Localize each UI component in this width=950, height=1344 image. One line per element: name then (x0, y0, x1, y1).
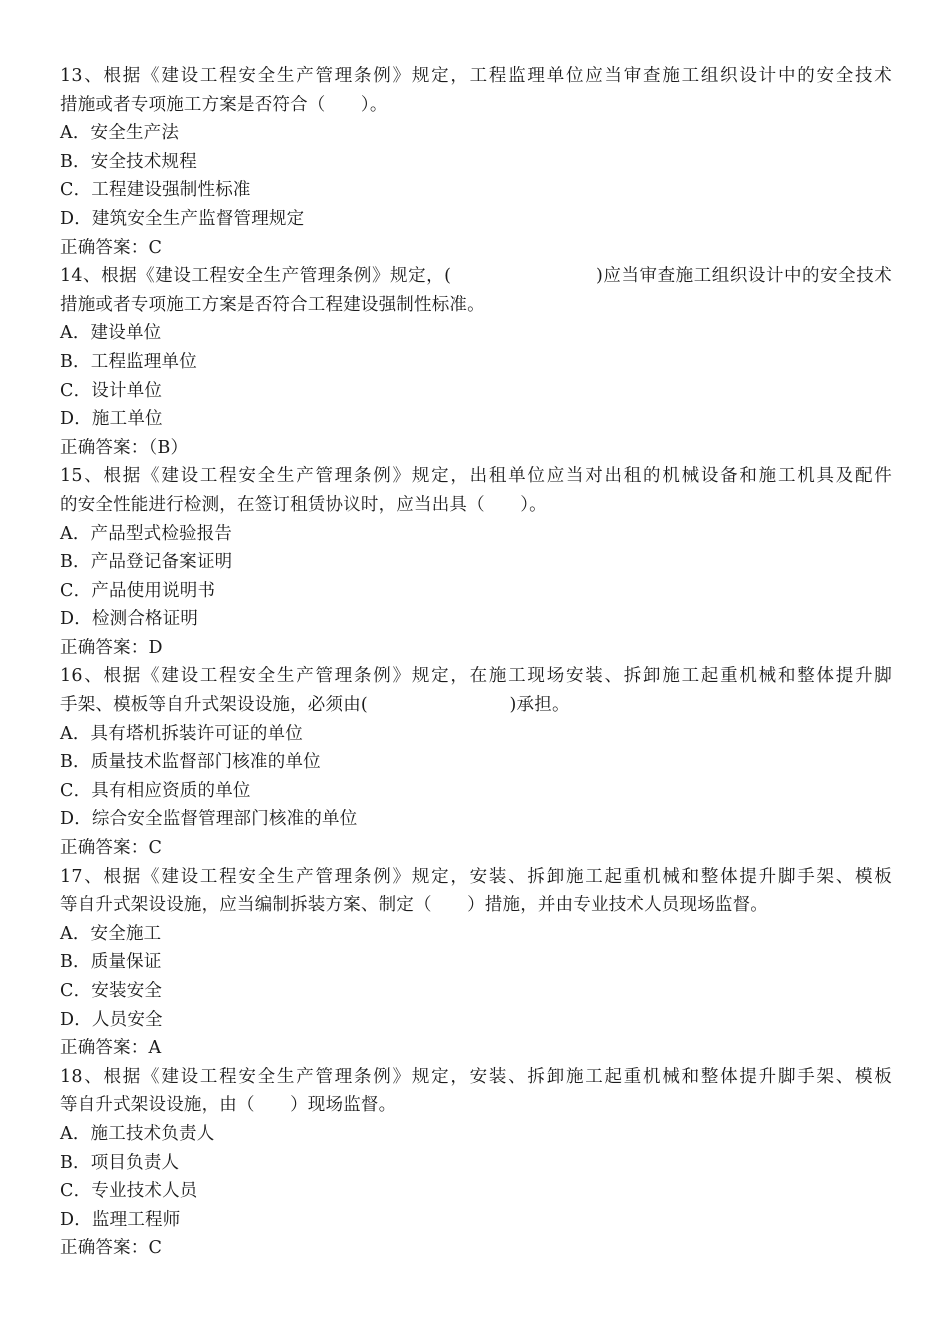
option-a: A．安全施工 (60, 923, 162, 944)
question-stem-line: 等自升式架设设施，应当编制拆装方案、制定（ ）措施，并由专业技术人员现场监督。 (60, 895, 768, 916)
option-d: D．建筑安全生产监督管理规定 (60, 208, 305, 229)
question-18 (60, 1063, 892, 1263)
option-b: B．产品登记备案证明 (60, 552, 233, 573)
correct-answer: 正确答案：D (60, 637, 163, 658)
question-list (60, 62, 892, 1263)
question-stem-line: 17、根据《建设工程安全生产管理条例》规定，安装、拆卸施工起重机械和整体提升脚手架、模板 (60, 866, 892, 887)
question-stem-line: 16、根据《建设工程安全生产管理条例》规定，在施工现场安装、拆卸施工起重机械和整体提升脚 (60, 666, 892, 687)
option-d: D．施工单位 (60, 409, 163, 430)
option-b: B．质量技术监督部门核准的单位 (60, 752, 321, 773)
option-c: C．设计单位 (60, 380, 163, 401)
option-d: D．检测合格证明 (60, 609, 199, 630)
option-d: D．人员安全 (60, 1009, 163, 1030)
question-stem-line: 手架、模板等自升式架设设施，必须由( )承担。 (60, 695, 570, 716)
question-16 (60, 662, 892, 862)
question-stem-line: 措施或者专项施工方案是否符合工程建设强制性标准。 (60, 294, 485, 315)
question-stem-line: 14、根据《建设工程安全生产管理条例》规定，( )应当审查施工组织设计中的安全技术 (60, 266, 892, 287)
correct-answer: 正确答案：C (60, 1238, 163, 1259)
option-c: C．安装安全 (60, 981, 163, 1001)
correct-answer: 正确答案：C (60, 838, 163, 859)
option-b: B．项目负责人 (60, 1152, 180, 1173)
option-d: D．综合安全监督管理部门核准的单位 (60, 809, 358, 830)
option-c: C．产品使用说明书 (60, 580, 216, 601)
option-a: A．产品型式检验报告 (60, 523, 233, 544)
correct-answer: 正确答案：A (60, 1038, 162, 1059)
question-stem-line: 18、根据《建设工程安全生产管理条例》规定，安装、拆卸施工起重机械和整体提升脚手架、模板 (60, 1066, 892, 1087)
question-stem-line: 13、根据《建设工程安全生产管理条例》规定，工程监理单位应当审查施工组织设计中的安全技术 (60, 66, 892, 86)
question-15 (60, 462, 892, 662)
option-b: B．质量保证 (60, 952, 162, 973)
option-c: C．工程建设强制性标准 (60, 180, 251, 201)
option-a: A．建设单位 (60, 323, 162, 344)
question-17 (60, 863, 892, 1063)
question-13 (60, 62, 892, 262)
question-stem-line: 等自升式架设设施，由（ ）现场监督。 (60, 1095, 397, 1116)
option-a: A．具有塔机拆装许可证的单位 (60, 723, 303, 744)
option-c: C．具有相应资质的单位 (60, 780, 251, 801)
option-a: A．安全生产法 (60, 123, 180, 144)
question-stem-line: 的安全性能进行检测，在签订租赁协议时，应当出具（ ）。 (60, 494, 547, 515)
correct-answer: 正确答案：C (60, 237, 163, 258)
option-b: B．安全技术规程 (60, 151, 197, 172)
option-c: C．专业技术人员 (60, 1181, 198, 1202)
question-stem-line: 15、根据《建设工程安全生产管理条例》规定，出租单位应当对出租的机械设备和施工机具及配件 (60, 466, 892, 487)
question-stem-line: 措施或者专项施工方案是否符合（ ）。 (60, 94, 388, 115)
correct-answer: 正确答案：（B） (60, 437, 189, 458)
option-d: D．监理工程师 (60, 1209, 181, 1230)
option-b: B．工程监理单位 (60, 351, 197, 372)
option-a: A．施工技术负责人 (60, 1123, 215, 1144)
question-14 (60, 262, 892, 462)
